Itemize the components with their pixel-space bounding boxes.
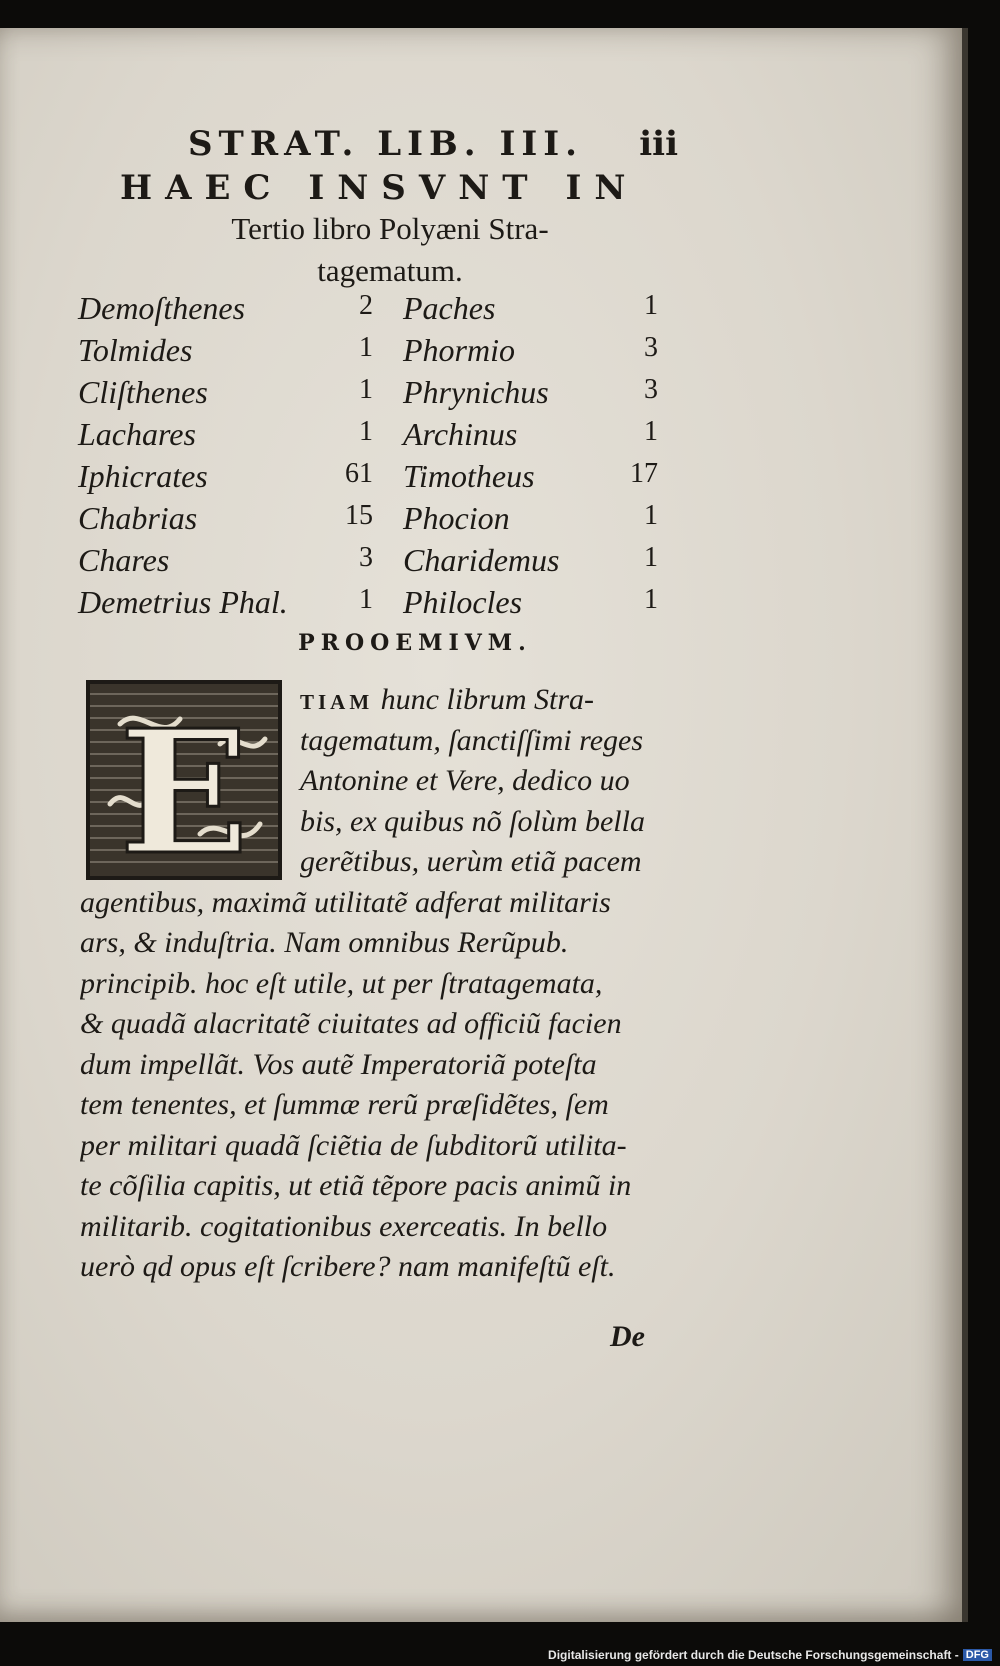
contents-name: Iphicrates [78,458,208,494]
body-line: tem tenentes, et ſummæ rerũ præſidẽtes, ſem [80,1088,609,1121]
contents-count: 3 [644,374,658,405]
running-header [188,124,678,168]
contents-count: 3 [359,542,373,573]
folio-number: iii [639,124,678,164]
contents-name: Timotheus [403,458,535,494]
contents-name: Lachares [78,416,196,452]
body-line: ars, & induſtria. Nam omnibus Rerũpub. [80,926,569,959]
contents-row [78,290,678,332]
contents-count: 1 [359,416,373,447]
body-line: tagematum, ſanctiſſimi reges [300,723,644,757]
dfg-logo: DFG [963,1649,992,1661]
contents-name: Chabrias [78,500,198,536]
contents-count: 15 [345,500,373,531]
body-line: militarib. cogitationibus exerceatis. In bello [80,1209,608,1243]
subtitle-line: tagematum. [317,253,463,288]
contents-count: 17 [630,458,658,489]
contents-count: 61 [345,458,373,489]
contents-count: 2 [359,290,373,321]
contents-row [78,500,678,542]
contents-count: 1 [644,290,658,321]
contents-count: 1 [359,332,373,363]
contents-count: 1 [644,416,658,447]
footer-credit [548,1648,992,1662]
contents-name: Demetrius Phal. [78,584,288,620]
contents-count: 1 [644,584,658,615]
body-line: uerò qd opus eſt ſcribere? nam manifeſtũ eſt. [80,1250,616,1283]
body-line: bis, ex quibus nõ ſolùm bella [300,804,645,838]
footer-text: Digitalisierung gefördert durch die Deutsche Forschungsgemeinschaft - [548,1648,959,1662]
body-line: te cõſilia capitis, ut etiã tẽpore pacis animũ in [80,1169,632,1202]
contents-name: Phocion [403,500,510,536]
contents-row [78,542,678,584]
body-line [80,680,680,721]
contents-name: Demoſthenes [78,290,246,326]
contents-count: 1 [359,584,373,615]
section-heading: HAEC INSVNT IN [120,168,639,208]
prooemium-title: PROOEMIVM. [298,630,532,656]
contents-name: Tolmides [78,332,193,368]
subtitle-line: Tertio libro Polyæni Stra- [231,211,549,246]
contents-name: Philocles [403,584,523,620]
contents-name: Charidemus [403,542,560,578]
contents-name: Archinus [403,416,518,452]
body-line: principib. hoc eſt utile, ut per ſtratagemata, [80,966,603,1000]
first-word-rest: TIAM [300,690,374,714]
body-line: & quadã alacritatẽ ciuitates ad officiũ facien [80,1007,622,1040]
subtitle [130,208,650,292]
body-line: Antonine et Vere, dedico uo [300,764,630,797]
contents-row [78,416,678,458]
body-line-text: hunc librum Stra- [380,683,594,716]
running-title: STRAT. LIB. III. [188,124,583,164]
contents-name: Chares [78,542,170,578]
contents-count: 1 [359,374,373,405]
contents-count: 1 [644,542,658,573]
contents-name: Phrynichus [403,374,549,410]
contents-row [78,584,678,626]
body-line: dum impellãt. Vos autẽ Imperatoriã poteſta [80,1047,597,1081]
contents-row [78,458,678,500]
contents-count: 3 [644,332,658,363]
initial-letter: E [119,693,249,876]
contents-row [78,374,678,416]
contents-row [78,332,678,374]
body-line: agentibus, maximã utilitatẽ adferat militaris [80,885,611,919]
prooemium-body [80,680,680,1288]
contents-table [78,290,678,626]
body-line: per militari quadã ſciẽtia de ſubditorũ utilita- [80,1128,627,1162]
contents-name: Phormio [403,332,515,368]
contents-name: Paches [403,290,496,326]
contents-name: Cliſthenes [78,374,208,410]
contents-count: 1 [644,500,658,531]
body-line: gerẽtibus, uerùm etiã pacem [300,845,642,878]
catchword: De [610,1320,645,1353]
